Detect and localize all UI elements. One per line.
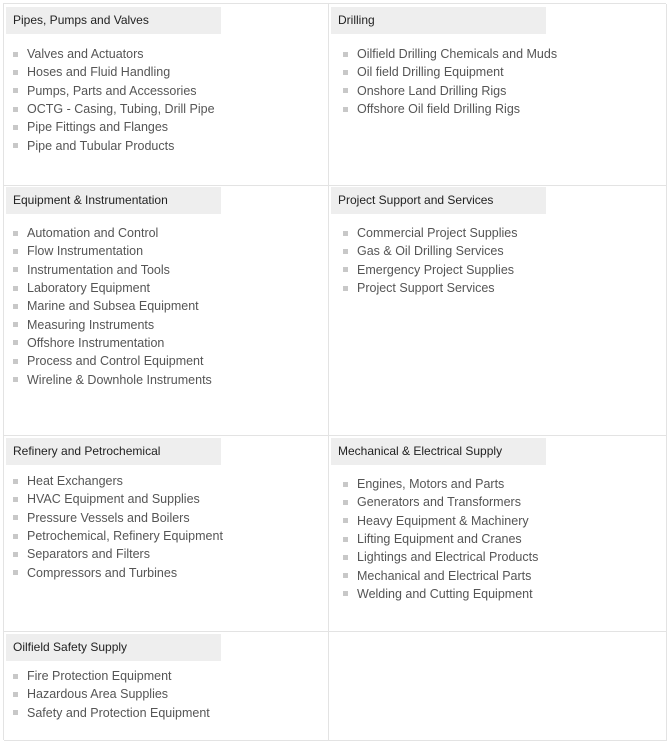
category-list-item[interactable]	[13, 100, 215, 118]
category-item-list	[343, 224, 517, 297]
category-link[interactable]: Oil field Drilling Equipment	[357, 65, 504, 80]
category-link[interactable]: HVAC Equipment and Supplies	[27, 492, 200, 507]
category-list-item[interactable]	[343, 82, 557, 100]
square-bullet-icon	[343, 518, 348, 523]
category-item-list	[13, 667, 210, 722]
category-item-list	[343, 45, 557, 118]
square-bullet-icon	[13, 692, 18, 697]
category-link[interactable]: Measuring Instruments	[27, 317, 155, 332]
square-bullet-icon	[343, 267, 348, 272]
category-link[interactable]: Welding and Cutting Equipment	[357, 586, 533, 601]
category-link[interactable]: Project Support Services	[357, 281, 495, 296]
category-link[interactable]: Flow Instrumentation	[27, 244, 144, 259]
category-link[interactable]: Pumps, Parts and Accessories	[27, 83, 197, 98]
category-list-item[interactable]	[13, 704, 210, 722]
category-list-item[interactable]	[343, 585, 538, 603]
square-bullet-icon	[13, 534, 18, 539]
category-list-item[interactable]	[343, 261, 517, 279]
category-title[interactable]: Refinery and Petrochemical	[6, 438, 221, 465]
square-bullet-icon	[13, 710, 18, 715]
square-bullet-icon	[343, 286, 348, 291]
category-list-item[interactable]	[343, 242, 517, 260]
square-bullet-icon	[13, 359, 18, 364]
category-link[interactable]: Engines, Motors and Parts	[357, 477, 505, 492]
category-item-list	[13, 45, 215, 155]
category-link[interactable]: Onshore Land Drilling Rigs	[357, 83, 507, 98]
category-list-item[interactable]	[343, 493, 538, 511]
category-panel	[4, 436, 329, 632]
square-bullet-icon	[13, 70, 18, 75]
category-list-item[interactable]	[13, 472, 223, 490]
category-panel	[4, 4, 329, 186]
category-list-item[interactable]	[13, 370, 212, 388]
category-panel	[329, 186, 667, 436]
category-link[interactable]: Valves and Actuators	[27, 47, 144, 62]
square-bullet-icon	[13, 249, 18, 254]
category-link[interactable]: Offshore Oil field Drilling Rigs	[357, 102, 521, 117]
square-bullet-icon	[13, 570, 18, 575]
category-list-item[interactable]	[343, 566, 538, 584]
category-link[interactable]: Hazardous Area Supplies	[27, 687, 169, 702]
category-list-item[interactable]	[13, 509, 223, 527]
category-list-item[interactable]	[13, 63, 215, 81]
category-list-item[interactable]	[13, 667, 210, 685]
category-list-item[interactable]	[13, 490, 223, 508]
square-bullet-icon	[343, 573, 348, 578]
category-link[interactable]: Hoses and Fluid Handling	[27, 65, 171, 80]
category-title[interactable]: Pipes, Pumps and Valves	[6, 7, 221, 34]
category-list-item[interactable]	[13, 685, 210, 703]
category-list-item[interactable]	[13, 315, 212, 333]
category-list-item[interactable]	[13, 279, 212, 297]
category-link[interactable]: Mechanical and Electrical Parts	[357, 568, 532, 583]
square-bullet-icon	[343, 500, 348, 505]
category-list-item[interactable]	[13, 242, 212, 260]
category-link[interactable]: Safety and Protection Equipment	[27, 705, 210, 720]
category-link[interactable]: Petrochemical, Refinery Equipment	[27, 529, 223, 544]
category-list-item[interactable]	[13, 545, 223, 563]
category-link[interactable]: Pipe Fittings and Flanges	[27, 120, 169, 135]
category-link[interactable]: Laboratory Equipment	[27, 281, 150, 296]
category-panel	[329, 4, 667, 186]
category-link[interactable]: Heat Exchangers	[27, 474, 123, 489]
square-bullet-icon	[13, 322, 18, 327]
category-link[interactable]: Lightings and Electrical Products	[357, 550, 539, 565]
square-bullet-icon	[343, 107, 348, 112]
square-bullet-icon	[343, 537, 348, 542]
category-link[interactable]: Process and Control Equipment	[27, 354, 204, 369]
category-list-item[interactable]	[13, 563, 223, 581]
square-bullet-icon	[13, 340, 18, 345]
category-link[interactable]: Pressure Vessels and Boilers	[27, 510, 190, 525]
square-bullet-icon	[343, 555, 348, 560]
category-list-item[interactable]	[343, 224, 517, 242]
category-list-item[interactable]	[13, 527, 223, 545]
category-link[interactable]: Marine and Subsea Equipment	[27, 299, 199, 314]
category-list-item[interactable]	[13, 224, 212, 242]
category-link[interactable]: Automation and Control	[27, 226, 159, 241]
square-bullet-icon	[13, 107, 18, 112]
category-list-item[interactable]	[343, 63, 557, 81]
square-bullet-icon	[13, 515, 18, 520]
category-grid	[3, 3, 666, 740]
category-list-item[interactable]	[343, 45, 557, 63]
square-bullet-icon	[343, 249, 348, 254]
category-link[interactable]: OCTG - Casing, Tubing, Drill Pipe	[27, 102, 215, 117]
category-list-item[interactable]	[343, 475, 538, 493]
category-link[interactable]: Fire Protection Equipment	[27, 669, 172, 684]
category-list-item[interactable]	[343, 548, 538, 566]
category-link[interactable]: Offshore Instrumentation	[27, 335, 165, 350]
category-item-list	[13, 472, 223, 582]
category-list-item[interactable]	[13, 82, 215, 100]
category-title[interactable]: Equipment & Instrumentation	[6, 187, 221, 214]
square-bullet-icon	[343, 482, 348, 487]
category-link[interactable]: Instrumentation and Tools	[27, 262, 170, 277]
category-link[interactable]: Generators and Transformers	[357, 495, 521, 510]
category-link[interactable]: Gas & Oil Drilling Services	[357, 244, 504, 259]
category-list-item[interactable]	[13, 45, 215, 63]
category-list-item[interactable]	[13, 261, 212, 279]
square-bullet-icon	[343, 52, 348, 57]
square-bullet-icon	[13, 143, 18, 148]
category-link[interactable]: Oilfield Drilling Chemicals and Muds	[357, 47, 558, 62]
category-item-list	[13, 224, 212, 389]
category-link[interactable]: Lifting Equipment and Cranes	[357, 532, 522, 547]
category-list-item[interactable]	[13, 334, 212, 352]
category-item-list	[343, 475, 538, 603]
square-bullet-icon	[13, 231, 18, 236]
square-bullet-icon	[13, 674, 18, 679]
category-link[interactable]: Heavy Equipment & Machinery	[357, 513, 529, 528]
square-bullet-icon	[343, 231, 348, 236]
category-link[interactable]: Emergency Project Supplies	[357, 262, 515, 277]
category-list-item[interactable]	[343, 100, 557, 118]
category-title[interactable]: Drilling	[331, 7, 546, 34]
square-bullet-icon	[13, 304, 18, 309]
category-panel	[329, 436, 667, 632]
square-bullet-icon	[343, 70, 348, 75]
square-bullet-icon	[343, 591, 348, 596]
category-list-item[interactable]	[13, 118, 215, 136]
category-list-item[interactable]	[13, 352, 212, 370]
square-bullet-icon	[13, 497, 18, 502]
square-bullet-icon	[13, 125, 18, 130]
category-panel	[4, 632, 329, 741]
square-bullet-icon	[343, 88, 348, 93]
square-bullet-icon	[13, 52, 18, 57]
square-bullet-icon	[13, 88, 18, 93]
category-link[interactable]: Separators and Filters	[27, 547, 150, 562]
category-list-item[interactable]	[13, 136, 215, 154]
category-link[interactable]: Pipe and Tubular Products	[27, 138, 175, 153]
category-list-item[interactable]	[343, 279, 517, 297]
category-link[interactable]: Commercial Project Supplies	[357, 226, 518, 241]
category-list-item[interactable]	[13, 297, 212, 315]
empty-panel	[329, 632, 667, 741]
category-panel	[4, 186, 329, 436]
category-title[interactable]: Project Support and Services	[331, 187, 546, 214]
category-title[interactable]: Mechanical & Electrical Supply	[331, 438, 546, 465]
category-link[interactable]: Wireline & Downhole Instruments	[27, 372, 212, 387]
category-list-item[interactable]	[343, 512, 538, 530]
category-list-item[interactable]	[343, 530, 538, 548]
square-bullet-icon	[13, 286, 18, 291]
square-bullet-icon	[13, 377, 18, 382]
square-bullet-icon	[13, 552, 18, 557]
category-title[interactable]: Oilfield Safety Supply	[6, 634, 221, 661]
square-bullet-icon	[13, 479, 18, 484]
category-link[interactable]: Compressors and Turbines	[27, 565, 178, 580]
square-bullet-icon	[13, 267, 18, 272]
